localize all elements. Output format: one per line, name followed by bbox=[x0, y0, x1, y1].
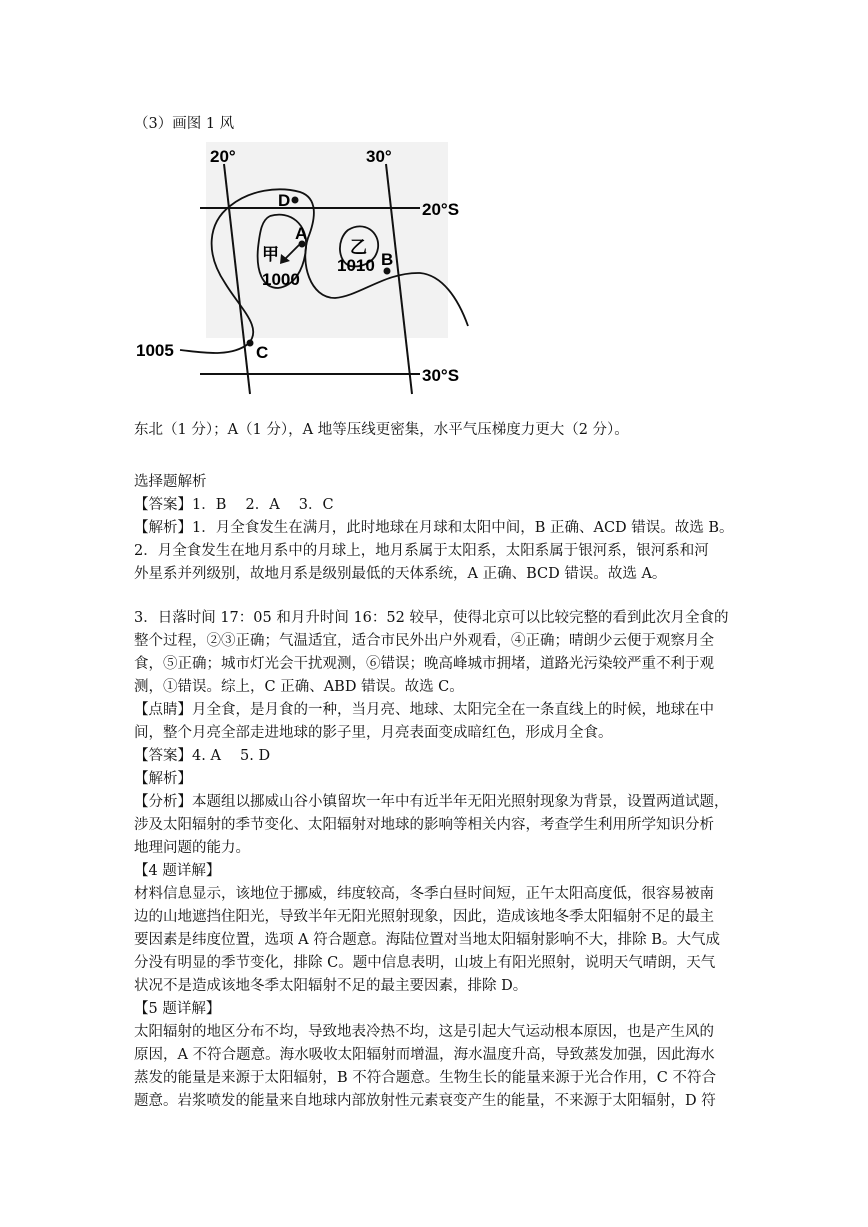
text-line: 题意。岩浆喷发的能量来自地球内部放射性元素衰变产生的能量，不来源于太阳辐射，D 符 bbox=[134, 1093, 716, 1109]
point-d-label: D bbox=[278, 191, 291, 210]
point-b-label: B bbox=[381, 250, 394, 269]
text-line: 【5 题详解】 bbox=[134, 1001, 221, 1017]
isobar-map-figure bbox=[130, 138, 480, 398]
text-line: 食，⑤正确；城市灯光会干扰观测，⑥错误；晚高峰城市拥堵，道路光污染较严重不利于观 bbox=[134, 656, 714, 672]
point-a-label: A bbox=[295, 224, 308, 243]
text-line: 【4 题详解】 bbox=[134, 863, 221, 879]
text-line: 太阳辐射的地区分布不均，导致地表冷热不均，这是引起大气运动根本原因，也是产生风的 bbox=[134, 1024, 714, 1040]
longitude-20-label: 20° bbox=[210, 147, 236, 166]
longitude-30-label: 30° bbox=[366, 147, 392, 166]
text-line: 状况不是造成该地冬季太阳辐射不足的最主要因素，排除 D。 bbox=[134, 978, 528, 994]
text-line: 【答案】4. A 5. D bbox=[134, 748, 271, 764]
point-c-dot bbox=[247, 340, 254, 347]
text-line: 涉及太阳辐射的季节变化、太阳辐射对地球的影响等相关内容，考查学生利用所学知识分析 bbox=[134, 817, 714, 833]
low-center-label: 甲 bbox=[262, 245, 279, 264]
text-line: 要因素是纬度位置，选项 A 符合题意。海陆位置对当地太阳辐射影响不大，排除 B。大气成 bbox=[134, 932, 720, 948]
point-d-dot bbox=[292, 197, 299, 204]
text-line: 整个过程，②③正确；气温适宜，适合市民外出户外观看，④正确；晴朗少云便于观察月全 bbox=[134, 633, 714, 649]
text-line: 【解析】 bbox=[134, 771, 192, 787]
text-line: 【分析】本题组以挪威山谷小镇留坎一年中有近半年无阳光照射现象为背景，设置两道试题， bbox=[134, 794, 729, 810]
isobar-1005-label: 1005 bbox=[136, 341, 174, 360]
text-line: 3．日落时间 17：05 和月升时间 16：52 较早，使得北京可以比较完整的看到此次月全食的 bbox=[134, 610, 729, 626]
section-title: 选择题解析 bbox=[134, 474, 207, 490]
text-line: 边的山地遮挡住阳光，导致半年无阳光照射现象，因此，造成该地冬季太阳辐射不足的最主 bbox=[134, 909, 714, 925]
isobar-1010-label: 1010 bbox=[337, 256, 375, 275]
text-line: 蒸发的能量是来源于太阳辐射，B 不符合题意。生物生长的能量来源于光合作用，C 不符合 bbox=[134, 1070, 716, 1086]
text-line: 外星系并列级别，故地月系是级别最低的天体系统，A 正确、BCD 错误。故选 A。 bbox=[134, 566, 667, 582]
text-line: 间，整个月亮全部走进地球的影子里，月亮表面变成暗红色，形成月全食。 bbox=[134, 725, 613, 741]
text-line: 【解析】1．月全食发生在满月，此时地球在月球和太阳中间，B 正确、ACD 错误。故选 B。 bbox=[134, 520, 734, 536]
text-line: 测，①错误。综上，C 正确、ABD 错误。故选 C。 bbox=[134, 679, 464, 695]
high-center-label: 乙 bbox=[350, 238, 367, 257]
text-line: 【点睛】月全食，是月食的一种，当月亮、地球、太阳完全在一条直线上的时候，地球在中 bbox=[134, 702, 714, 718]
text-line: 【答案】1．B 2．A 3．C bbox=[134, 497, 334, 513]
text-line: 原因，A 不符合题意。海水吸收太阳辐射而增温，海水温度升高，导致蒸发加强，因此海水 bbox=[134, 1047, 715, 1063]
text-line: 2．月全食发生在地月系中的月球上，地月系属于太阳系，太阳系属于银河系，银河系和河 bbox=[134, 543, 709, 559]
text-line: 材料信息显示，该地位于挪威，纬度较高，冬季白昼时间短，正午太阳高度低，很容易被南 bbox=[134, 886, 714, 902]
point-c-label: C bbox=[256, 343, 269, 362]
question-3-heading: （3）画图 1 风 bbox=[134, 116, 235, 132]
latitude-20s-label: 20°S bbox=[422, 200, 460, 219]
answer-q3-text: 东北（1 分）；A（1 分），A 地等压线更密集，水平气压梯度力更大（2 分）。 bbox=[134, 422, 629, 438]
text-line: 地理问题的能力。 bbox=[134, 840, 250, 856]
isobar-1000-label: 1000 bbox=[262, 270, 300, 289]
latitude-30s-label: 30°S bbox=[422, 366, 460, 385]
text-line: 分没有明显的季节变化，排除 C。题中信息表明，山坡上有阳光照射，说明天气晴朗，天气 bbox=[134, 955, 716, 971]
